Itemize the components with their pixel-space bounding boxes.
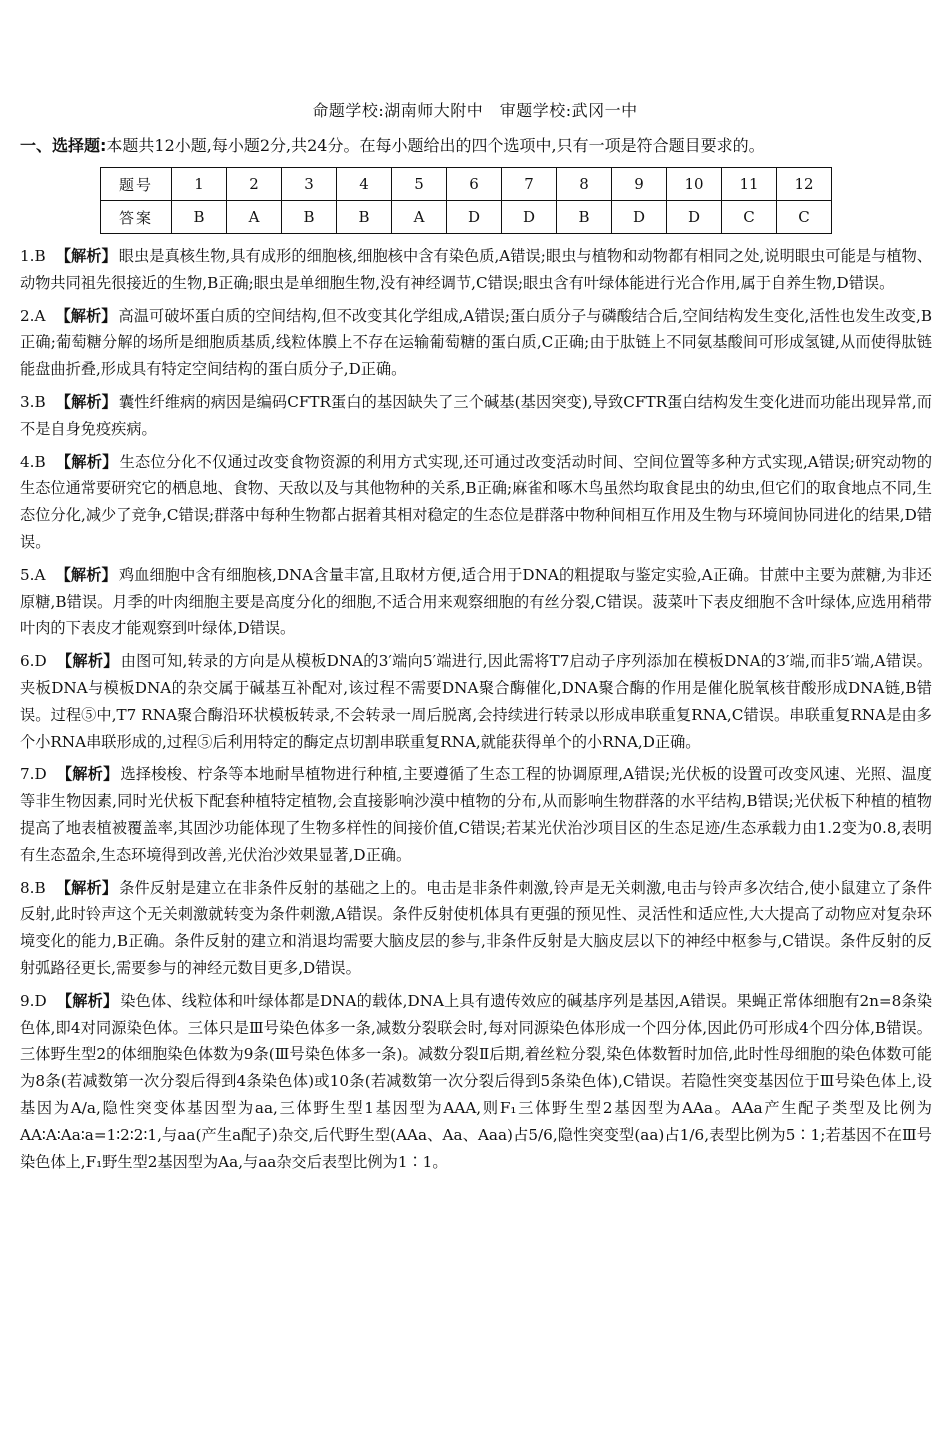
analysis-tag: 【解析】 [56,652,119,671]
section-description: 本题共12小题,每小题2分,共24分。在每小题给出的四个选项中,只有一项是符合题目要求的。 [106,136,765,155]
explanation-item [20,562,932,642]
answer-cell: D [612,201,667,234]
item-text: 高温可破坏蛋白质的空间结构,但不改变其化学组成,A错误;蛋白质分子与磷酸结合后,空间结构发生变化,活性也发生改变,B正确;葡萄糖分解的场所是细胞质基质,线粒体膜上不存在运输葡萄糖的蛋白质,C正确;由于肽链上不同氨基酸间可形成氢键,从而使得肽链能盘曲折叠,形成具有特定空间结构的蛋白质分子,D正确。 [20,306,933,379]
analysis-tag: 【解析】 [55,452,118,471]
item-number: 6.D [20,652,47,671]
analysis-tag: 【解析】 [55,565,117,584]
question-number: 2 [227,168,282,201]
explanation-list [20,243,932,1181]
item-text: 选择梭梭、柠条等本地耐旱植物进行种植,主要遵循了生态工程的协调原理,A错误;光伏板的设置可改变风速、光照、温度等非生物因素,同时光伏板下配套种植特定植物,会直接影响沙漠中植物的分布,从而影响生物群落的水平结构,B错误;光伏板下种植的植物提高了地表植被覆盖率,其固沙功能体现了生物多样性的间接价值,C错误;若某光伏治沙项目区的生态足迹/生态承载力由1.2变为0.8,表明有生态盈余,生态环境得到改善,光伏治沙效果显著,D正确。 [20,765,932,864]
item-number: 8.B [20,878,46,897]
item-text: 生态位分化不仅通过改变食物资源的利用方式实现,还可通过改变活动时间、空间位置等多种方式实现,A错误;研究动物的生态位通常要研究它的栖息地、食物、天敌以及与其他物种的关系,B正确;麻雀和啄木鸟虽然均取食昆虫的幼虫,但它们的取食地点不同,生态位分化,减少了竞争,C错误;群落中每种生物都占据着其相对稳定的生态位是群落中物种间相互作用及生物与环境间协同进化的结果,D错误。 [20,452,933,551]
analysis-tag: 【解析】 [55,247,117,265]
question-number: 10 [667,168,722,201]
item-number: 5.A [20,565,46,584]
answer-cell: B [172,201,227,234]
item-text: 眼虫是真核生物,具有成形的细胞核,细胞核中含有染色质,A错误;眼虫与植物和动物都有相同之处,说明眼虫可能是与植物、动物共同祖先很接近的生物,B正确;眼虫是单细胞生物,没有神经调节,C错误;眼虫含有叶绿体能进行光合作用,属于自养生物,D错误。 [20,247,932,292]
explanation-item [20,648,932,755]
item-number: 4.B [20,452,46,471]
answer-cell: D [447,201,502,234]
question-number: 9 [612,168,667,201]
explanation-item [20,988,932,1176]
item-number: 3.B [20,392,46,411]
answer-cell: C [777,201,832,234]
row-label-answer: 答案 [101,201,172,234]
question-number: 7 [502,168,557,201]
item-text: 条件反射是建立在非条件反射的基础之上的。电击是非条件刺激,铃声是无关刺激,电击与铃声多次结合,使小鼠建立了条件反射,此时铃声这个无关刺激就转变为条件刺激,A错误。条件反射使机体具有更强的预见性、灵活性和适应性,大大提高了动物应对复杂环境变化的能力,B正确。条件反射的建立和消退均需要大脑皮层的参与,非条件反射是大脑皮层以下的神经中枢参与,C错误。条件反射的反射弧路径更长,需要参与的神经元数目更多,D错误。 [20,878,933,977]
analysis-tag: 【解析】 [55,306,117,325]
explanation-item [20,449,932,556]
section-title: 一、选择题: [20,136,107,155]
item-text: 囊性纤维病的病因是编码CFTR蛋白的基因缺失了三个碱基(基因突变),导致CFTR蛋白结构发生变化进而功能出现异常,而不是自身免疫疾病。 [20,392,932,438]
answer-cell: B [557,201,612,234]
item-text: 鸡血细胞中含有细胞核,DNA含量丰富,且取材方便,适合用于DNA的粗提取与鉴定实验,A正确。甘蔗中主要为蔗糖,为非还原糖,B错误。月季的叶肉细胞主要是高度分化的细胞,不适合用来观察细胞的有丝分裂,C错误。菠菜叶下表皮细胞不含叶绿体,应选用稍带叶肉的下表皮才能观察到叶绿体,D错误。 [20,565,932,638]
question-number: 6 [447,168,502,201]
question-number: 3 [282,168,337,201]
answer-table [100,167,832,234]
item-number: 1.B [20,247,46,265]
question-number: 1 [172,168,227,201]
item-number: 2.A [20,306,46,325]
explanation-item [20,761,932,868]
answer-cell: D [502,201,557,234]
explanation-item [20,875,932,982]
answer-cell: B [282,201,337,234]
question-number: 12 [777,168,832,201]
question-number-row [101,168,832,201]
question-number: 5 [392,168,447,201]
row-label-number: 题号 [101,168,172,201]
explanation-item [20,243,932,297]
answer-cell: A [392,201,447,234]
analysis-tag: 【解析】 [55,392,117,411]
question-number: 11 [722,168,777,201]
section-heading [20,133,935,156]
answer-row [101,201,832,234]
analysis-tag: 【解析】 [56,765,119,784]
question-number: 8 [557,168,612,201]
explanation-item [20,389,932,443]
analysis-tag: 【解析】 [55,878,118,897]
answer-cell: B [337,201,392,234]
question-number: 4 [337,168,392,201]
explanation-item [20,303,932,383]
answer-cell: C [722,201,777,234]
item-number: 9.D [20,991,47,1010]
answer-cell: D [667,201,722,234]
school-header: 命题学校:湖南师大附中 审题学校:武冈一中 [312,101,638,120]
analysis-tag: 【解析】 [56,991,119,1010]
item-number: 7.D [20,765,47,784]
answer-cell: A [227,201,282,234]
item-text: 由图可知,转录的方向是从模板DNA的3′端向5′端进行,因此需将T7启动子序列添加在模板DNA的3′端,而非5′端,A错误。夹板DNA与模板DNA的杂交属于碱基互补配对,该过程不需要DNA聚合酶催化,DNA聚合酶的作用是催化脱氧核苷酸形成DNA链,B错误。过程⑤中,T7 RNA聚合酶沿环状模板转录,不会转录一周后脱离,会持续进行转录以形成串联重复RNA,C错误。串联重复RNA是由多个小RNA串联形成的,过程⑤后利用特定的酶定点切割串联重复RNA,就能获得单个的小RNA,D正确。 [20,652,932,751]
item-text: 染色体、线粒体和叶绿体都是DNA的载体,DNA上具有遗传效应的碱基序列是基因,A错误。果蝇正常体细胞有2n=8条染色体,即4对同源染色体。三体只是Ⅲ号染色体多一条,减数分裂联会时,每对同源染色体形成一个四分体,因此仍可形成4个四分体,B错误。三体野生型2的体细胞染色体数为9条(Ⅲ号染色体多一条)。减数分裂Ⅱ后期,着丝粒分裂,染色体数暂时加倍,此时性母细胞的染色体数可能为8条(若减数第一次分裂后得到4条染色体)或10条(若减数第一次分裂后得到5条染色体),C错误。若隐性突变基因位于Ⅲ号染色体上,设基因为A/a,隐性突变体基因型为aa,三体野生型1基因型为AAA,则F₁三体野生型2基因型为AAa。AAa产生配子类型及比例为AA∶A∶Aa∶a=1∶2∶2∶1,与aa(产生a配子)杂交,后代野生型(AAa、Aa、Aaa)占5/6,隐性突变型(aa)占1/6,表型比例为5∶1;若基因不在Ⅲ号染色体上,F₁野生型2基因型为Aa,与aa杂交后表型比例为1∶1。 [20,991,933,1171]
